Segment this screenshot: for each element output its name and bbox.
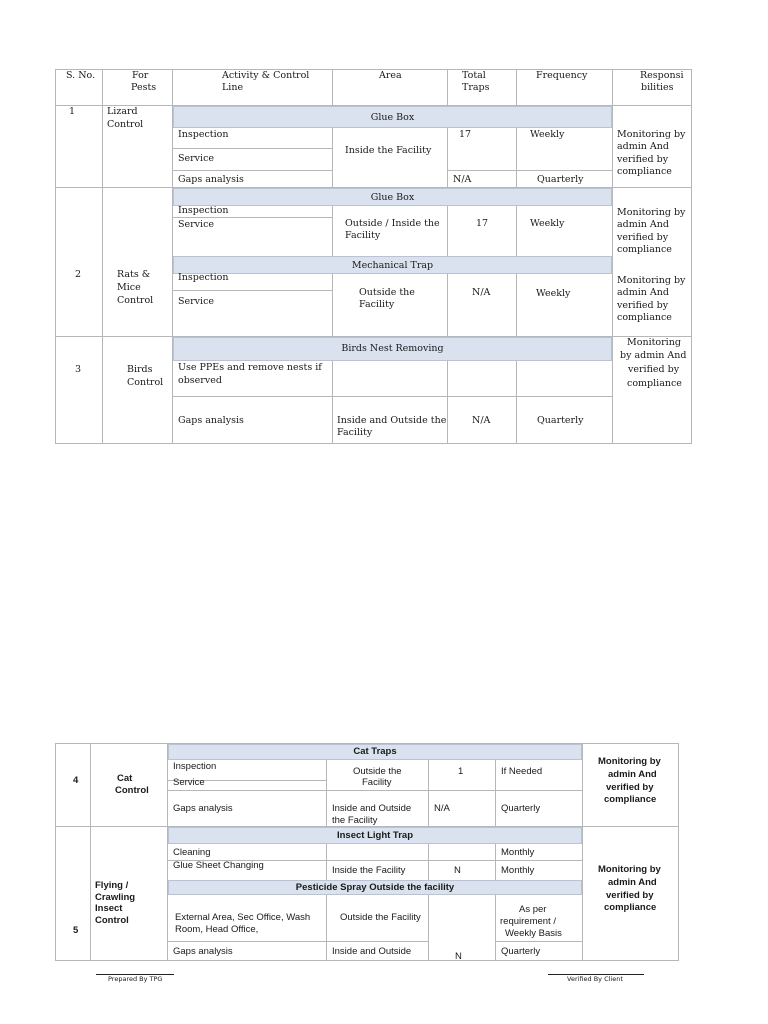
row2-mech-inspection: Inspection [178,272,229,283]
row2-pest-3: Control [117,295,154,306]
row2-glue-area-2: Facility [345,230,381,241]
header-activity-1: Activity & Control [222,70,310,81]
row4-pest-1: Cat [117,773,133,784]
row1-section-glue-box: Glue Box [173,106,612,128]
row4-activity-gaps: Gaps analysis [173,803,233,814]
header-activity-2: Line [222,82,244,93]
row4-resp-3: verified by [606,782,654,793]
row3-resp-1: Monitoring [627,337,681,348]
row2-glue-resp-2: admin And [617,219,669,230]
row5-glue-traps: N [454,865,461,876]
row2-glue-frequency: Weekly [530,218,565,229]
row1-activity-gaps: Gaps analysis [178,174,244,185]
row2-glue-resp-1: Monitoring by [617,207,686,218]
row2-mech-resp-1: Monitoring by [617,275,686,286]
row2-glue-resp-3: verified by [617,232,669,243]
row4-traps-gaps: N/A [434,803,450,814]
row4-area-2: Facility [362,777,392,788]
row1-pest-2: Control [107,119,144,130]
row2-sno: 2 [75,269,82,280]
row5-spray-area: Outside the Facility [340,912,421,923]
row5-resp-2: admin And [608,877,657,888]
header-total-traps-2: Traps [462,82,490,93]
row4-pest-2: Control [115,785,149,796]
header-area: Area [379,70,402,81]
row5-pest-2: Crawling [95,892,136,903]
header-for-pests-1: For [132,70,149,81]
row5-resp-1: Monitoring by [598,864,661,875]
row5-pest-4: Control [95,915,129,926]
row1-resp-3: verified by [617,154,669,165]
row3-resp-4: compliance [627,378,682,389]
row3-sno: 3 [75,364,82,375]
row5-activity-glue-sheet: Glue Sheet Changing [173,860,264,871]
row1-frequency: Weekly [530,129,565,140]
row5-section-pesticide-spray: Pesticide Spray Outside the facility [168,880,582,895]
row2-pest-1: Rats & [117,269,151,280]
row3-section-birds-nest: Birds Nest Removing [173,337,612,361]
row5-pest-1: Flying / [95,880,129,891]
row4-area-gaps-1: Inside and Outside [332,803,412,814]
row4-section-cat-traps: Cat Traps [168,744,582,760]
row1-activity-inspection: Inspection [178,129,229,140]
row2-glue-traps: 17 [476,218,489,229]
row3-activity-gaps: Gaps analysis [178,415,244,426]
row1-resp-4: compliance [617,166,672,177]
header-for-pests-2: Pests [131,82,157,93]
header-frequency: Frequency [536,70,588,81]
row4-resp-4: compliance [604,794,657,805]
row3-traps: N/A [472,415,491,426]
row3-area-2: Facility [337,427,373,438]
row5-spray-frequency-1: As per [519,904,547,915]
row2-section-glue-box: Glue Box [173,188,612,206]
row5-gaps-traps: N [455,951,462,962]
row4-traps: 1 [458,766,464,777]
row4-area-1: Outside the [353,766,402,777]
verified-by-label: Verified By Client [567,975,623,983]
prepared-by-label: Prepared By TPG [108,975,163,983]
row2-mech-resp-4: compliance [617,312,672,323]
row2-mech-resp-3: verified by [617,300,669,311]
row1-resp-1: Monitoring by [617,129,686,140]
row4-frequency-gaps: Quarterly [501,803,541,814]
row4-activity-inspection: Inspection [173,761,217,772]
header-sno: S. No. [66,70,96,81]
row5-spray-activity-2: Room, Head Office, [175,924,259,935]
row1-sno: 1 [69,106,76,117]
row3-frequency: Quarterly [537,415,584,426]
row2-section-mechanical-trap: Mechanical Trap [173,256,612,274]
row5-spray-frequency-3: Weekly Basis [505,928,562,939]
row5-gaps-activity: Gaps analysis [173,946,233,957]
row2-mech-area-2: Facility [359,299,395,310]
row5-resp-3: verified by [606,890,654,901]
row1-activity-service: Service [178,153,215,164]
row4-activity-service: Service [173,777,205,788]
row3-resp-3: verified by [628,364,680,375]
row5-glue-area: Inside the Facility [332,865,406,876]
row5-sno: 5 [73,925,79,936]
row5-resp-4: compliance [604,902,657,913]
row4-sno: 4 [73,775,79,786]
row5-cleaning-frequency: Monthly [501,847,535,858]
header-total-traps-1: Total [462,70,486,81]
row5-activity-cleaning: Cleaning [173,847,211,858]
row3-activity-ppe-2: observed [178,375,222,386]
row3-activity-ppe-1: Use PPEs and remove nests if [178,362,322,373]
row4-resp-1: Monitoring by [598,756,661,767]
row5-spray-frequency-2: requirement / [500,916,556,927]
row1-area: Inside the Facility [345,145,432,156]
row5-pest-3: Insect [95,903,123,914]
row2-mech-resp-2: admin And [617,287,669,298]
header-responsibilities-2: bilities [641,82,674,93]
row1-resp-2: admin And [617,141,669,152]
row1-pest-1: Lizard [107,106,138,117]
row4-resp-2: admin And [608,769,657,780]
header-responsibilities-1: Responsi [640,70,684,81]
row1-frequency-gaps: Quarterly [537,174,584,185]
row2-glue-service: Service [178,219,215,230]
row2-pest-2: Mice [117,282,141,293]
row5-gaps-area: Inside and Outside [332,946,412,957]
row2-mech-traps: N/A [472,287,491,298]
row5-gaps-frequency: Quarterly [501,946,541,957]
row5-spray-activity-1: External Area, Sec Office, Wash [175,912,311,923]
row1-traps: 17 [459,129,472,140]
row2-mech-service: Service [178,296,215,307]
row2-glue-area-1: Outside / Inside the [345,218,440,229]
row2-mech-frequency: Weekly [536,288,571,299]
row3-area-1: Inside and Outside the [337,415,447,426]
row5-glue-frequency: Monthly [501,865,535,876]
row3-resp-2: by admin And [620,350,687,361]
row5-section-insect-light-trap: Insect Light Trap [168,827,582,844]
row2-glue-resp-4: compliance [617,244,672,255]
row3-pest-1: Birds [127,364,153,375]
row4-area-gaps-2: the Facility [332,815,378,826]
row1-traps-gaps: N/A [453,174,472,185]
row2-glue-inspection: Inspection [178,205,229,216]
row3-pest-2: Control [127,377,164,388]
row4-frequency: If Needed [501,766,543,777]
row2-mech-area-1: Outside the [359,287,415,298]
